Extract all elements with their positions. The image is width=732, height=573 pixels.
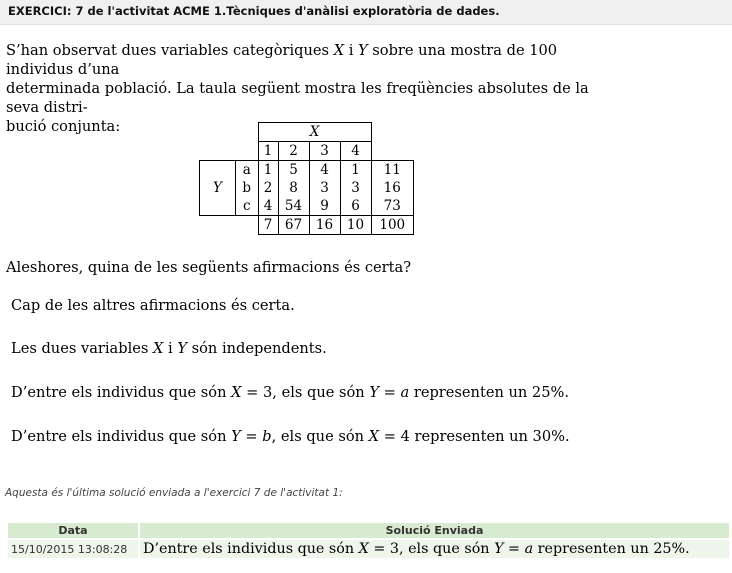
column-header-solution: Solució Enviada — [140, 523, 729, 538]
table-row-header-var — [200, 123, 414, 142]
answer-option-4[interactable]: D’entre els individus que són Y = b, els que són X = 4 representen un 30%. — [11, 428, 570, 445]
row-total: 16 — [371, 179, 414, 197]
col-var-label: X — [258, 123, 371, 142]
table-cell: 3 — [309, 179, 340, 197]
col-total: 10 — [340, 216, 371, 235]
table-cell: 9 — [309, 197, 340, 216]
table-row-totals — [200, 216, 414, 235]
submission-header-row — [8, 523, 729, 538]
row-label: b — [236, 179, 259, 197]
var-y: Y — [358, 42, 368, 59]
table-cell: 4 — [309, 161, 340, 180]
contingency-table — [199, 122, 414, 235]
answer-option-2[interactable]: Les dues variables X i Y són independents. — [11, 340, 327, 357]
table-cell: 2 — [258, 179, 278, 197]
submitted-solution: D’entre els individus que són X = 3, els que són Y = a representen un 25%. — [140, 540, 729, 558]
table-row — [200, 161, 414, 180]
col-total: 7 — [258, 216, 278, 235]
statement-line-2: determinada població. La taula següent mostra les freqüències absolutes de la seva distri- — [6, 80, 589, 116]
statement-line-3: bució conjunta: — [6, 118, 121, 135]
submission-date: 15/10/2015 13:08:28 — [8, 540, 138, 558]
row-var-label: Y — [200, 161, 236, 216]
row-total: 73 — [371, 197, 414, 216]
exercise-title: EXERCICI: 7 de l'activitat ACME 1.Tècniques d'anàlisi exploratòria de dades. — [8, 4, 500, 18]
exercise-header — [0, 0, 732, 25]
table-cell: 5 — [278, 161, 309, 180]
table-cell: 3 — [340, 179, 371, 197]
question-text: Aleshores, quina de les següents afirmacions és certa? — [6, 259, 412, 276]
col-label: 2 — [278, 142, 309, 161]
option-label: Cap de les altres afirmacions és certa. — [11, 297, 295, 314]
last-solution-note: Aquesta és l'última solució enviada a l'exercici 7 de l'activitat 1: — [5, 487, 343, 499]
table-row-col-labels — [200, 142, 414, 161]
statement-line-1: S’han observat dues variables categòriques X i Y sobre una mostra de 100 individus d’una — [6, 42, 558, 78]
table-cell: 6 — [340, 197, 371, 216]
answer-option-3[interactable]: D’entre els individus que són X = 3, els que són Y = a representen un 25%. — [11, 384, 570, 401]
col-label: 3 — [309, 142, 340, 161]
table-cell: 1 — [258, 161, 278, 180]
var-x: X — [333, 42, 345, 59]
submission-table — [6, 521, 731, 560]
table-cell: 4 — [258, 197, 278, 216]
table-cell: 1 — [340, 161, 371, 180]
col-total: 16 — [309, 216, 340, 235]
col-label: 1 — [258, 142, 278, 161]
table-row — [8, 540, 729, 558]
table-cell: 54 — [278, 197, 309, 216]
column-header-date: Data — [8, 523, 138, 538]
col-total: 67 — [278, 216, 309, 235]
row-total: 11 — [371, 161, 414, 180]
col-label: 4 — [340, 142, 371, 161]
grand-total: 100 — [371, 216, 414, 235]
row-label: a — [236, 161, 259, 180]
table-cell: 8 — [278, 179, 309, 197]
row-label: c — [236, 197, 259, 216]
answer-option-1[interactable] — [11, 296, 295, 315]
